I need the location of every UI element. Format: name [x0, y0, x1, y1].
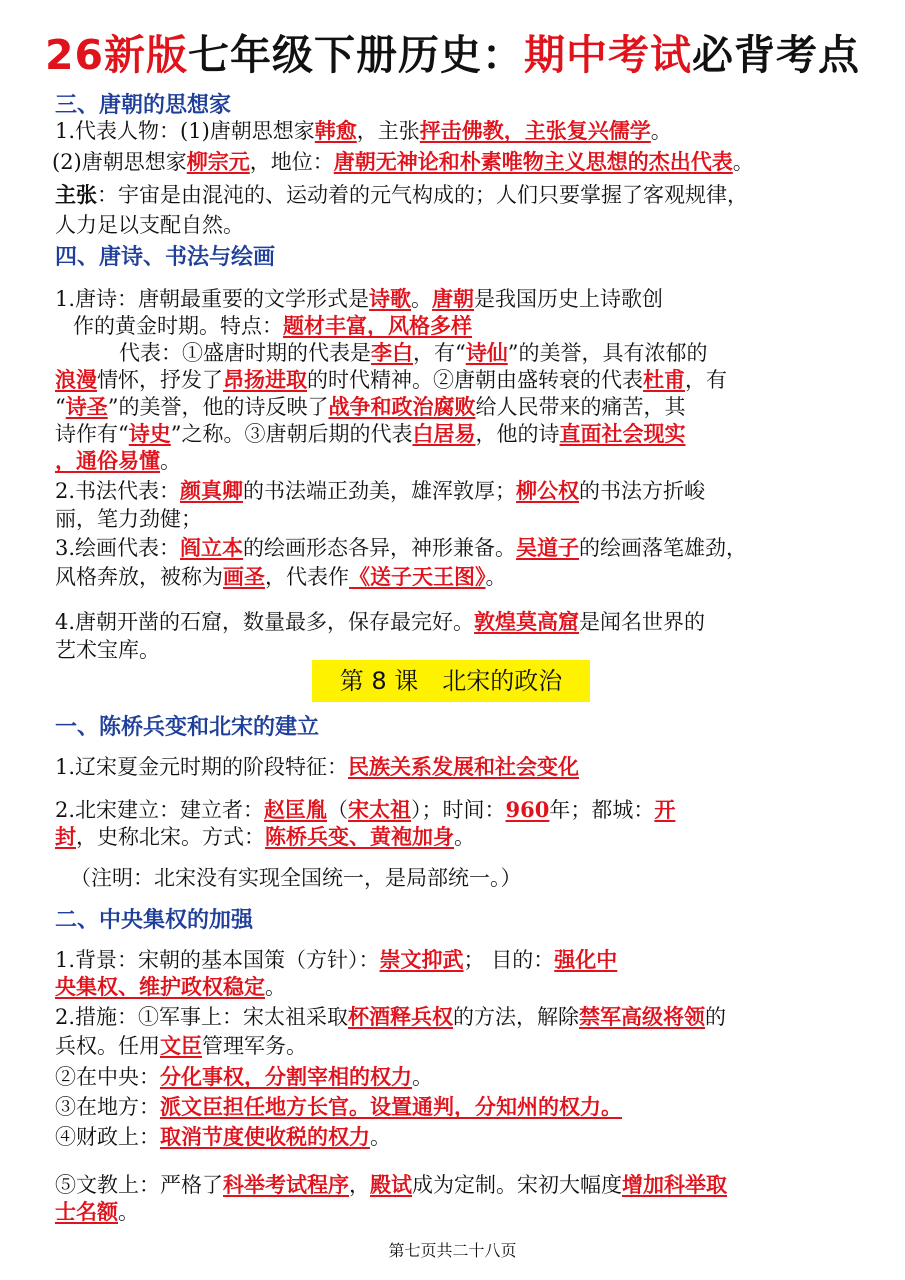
text-line: [55, 946, 617, 974]
text-line: [119, 339, 708, 367]
text-span: ，史称北宋。方式：: [76, 825, 265, 849]
key-point-text: 画圣: [223, 564, 265, 589]
key-point-text: 央集权、维护政权稳定: [55, 974, 265, 999]
text-span: 。: [485, 565, 507, 589]
text-span: 必背考点: [692, 31, 861, 79]
key-point-text: 宋太祖: [348, 797, 412, 822]
text-line: 人力足以支配自然。: [55, 213, 244, 237]
text-span: 26: [44, 31, 105, 79]
text-line: [55, 973, 286, 1001]
text-span: 给人民带来的痛苦，其: [475, 395, 686, 419]
key-point-text: 抨击佛教，主张复兴儒学: [419, 118, 651, 143]
text-span: 4.唐朝开凿的石窟，数量最多，保存最完好。: [55, 610, 475, 634]
text-span: 2.措施：①军事上：宋太祖采取: [55, 1005, 349, 1029]
key-point-text: 吴道子: [516, 535, 580, 560]
text-line: [55, 393, 686, 421]
text-span: 。: [650, 119, 672, 143]
key-point-text: 阎立本: [180, 535, 244, 560]
key-point-text: 唐朝: [432, 286, 475, 311]
text-span: 代表：①盛唐时期的代表是: [119, 341, 371, 365]
text-span: ； 目的：: [463, 948, 555, 972]
text-span: 。: [411, 287, 433, 311]
key-point-text: 柳宗元: [186, 149, 250, 174]
text-span: 。: [732, 150, 754, 174]
text-span: 2.书法代表：: [55, 479, 181, 503]
text-span: 。: [454, 825, 475, 849]
text-line: [55, 796, 675, 824]
key-point-text: 禁军高级将领: [579, 1004, 706, 1029]
text-span: 1.背景：宋朝的基本国策（方针）：: [55, 948, 380, 972]
key-point-text: 陈桥兵变、黄袍加身: [265, 824, 454, 849]
key-point-text: 战争和政治腐败: [328, 394, 476, 419]
text-span: 的方法，解除: [453, 1005, 580, 1029]
key-point-text: 殿试: [370, 1172, 412, 1197]
text-span: ，有: [685, 368, 727, 392]
key-point-text: 浪漫: [55, 367, 97, 392]
text-line: [52, 148, 754, 176]
key-point-text: 诗仙: [465, 340, 508, 365]
key-point-text: 赵匡胤: [264, 797, 328, 822]
text-span: 。: [265, 975, 286, 999]
page-title: [0, 22, 905, 81]
text-span: 2.北宋建立：建立者：: [55, 798, 265, 822]
key-point-text: 民族关系发展和社会变化: [348, 754, 580, 779]
text-line: [55, 823, 475, 851]
text-line: [55, 420, 686, 448]
key-point-text: 强化中: [554, 947, 618, 972]
text-span: 。: [118, 1200, 139, 1224]
text-span: 的书法方折峻: [579, 479, 706, 503]
text-span: ⑤文教上：严格了: [55, 1173, 223, 1197]
page-footer: 第七页共二十八页: [388, 1241, 517, 1260]
text-span: 的绘画形态各异，神形兼备。: [243, 536, 517, 560]
text-span: ”的美誉，他的诗反映了: [107, 395, 329, 419]
text-line: [55, 1003, 726, 1031]
text-span: 。: [370, 1125, 391, 1149]
text-span: (2)唐朝思想家: [52, 150, 187, 174]
text-span: ，: [349, 1173, 370, 1197]
text-line: [55, 1063, 433, 1091]
text-line: [55, 1198, 139, 1226]
text-span: 诗作有“: [55, 422, 129, 446]
text-span: 作的黄金时期。特点：: [73, 314, 283, 338]
key-point-text: 昂扬进取: [223, 367, 307, 392]
text-line: [55, 285, 663, 313]
key-point-text: 诗圣: [65, 394, 108, 419]
note-text: （注明：北宋没有实现全国统一，是局部统一。）: [70, 866, 522, 890]
text-span: ”的美誉，具有浓郁的: [507, 341, 708, 365]
text-line: [55, 563, 507, 591]
text-span: ”之称。③唐朝后期的代表: [170, 422, 413, 446]
key-point-text: 960: [505, 797, 550, 822]
text-span: 1.代表人物：(1)唐朝思想家: [55, 119, 315, 143]
text-line: [55, 1093, 622, 1121]
section-heading-poetry-art: 四、唐诗、书法与绘画: [55, 245, 276, 270]
key-point-text: 开: [654, 797, 676, 822]
text-span: ：宇宙是由混沌的、运动着的元气构成的；人们只要掌握了客观规律，: [97, 183, 748, 207]
key-point-text: 李白: [371, 340, 413, 365]
text-line: [55, 753, 579, 781]
text-line: [55, 117, 672, 145]
text-span: 七年级下册历史：: [188, 31, 525, 79]
key-point-text: 崇文抑武: [379, 947, 464, 972]
text-span: ，地位：: [249, 150, 334, 174]
key-point-text: 科举考试程序: [223, 1172, 349, 1197]
key-point-text: 诗史: [128, 421, 171, 446]
text-line: [55, 366, 727, 394]
key-point-text: 杜甫: [643, 367, 685, 392]
text-span: 的书法端正劲美，雄浑敦厚；: [243, 479, 517, 503]
text-span: 情怀，抒发了: [97, 368, 223, 392]
text-span: ，有“: [413, 341, 466, 365]
key-point-text: 分化事权，分割宰相的权力: [160, 1064, 412, 1089]
key-point-text: 韩愈: [314, 118, 357, 143]
text-span: 。: [160, 449, 181, 473]
key-point-text: 柳公权: [516, 478, 580, 503]
text-line: [55, 608, 705, 636]
key-point-text: 诗歌: [369, 286, 412, 311]
section-heading-centralization: 二、中央集权的加强: [55, 908, 254, 933]
text-span: 管理军务。: [202, 1034, 307, 1058]
text-span: 3.绘画代表：: [55, 536, 181, 560]
text-line: [55, 447, 181, 475]
lesson-title-banner: 第 8 课 北宋的政治: [312, 660, 590, 702]
text-span: 的时代精神。②唐朝由盛转衰的代表: [307, 368, 643, 392]
text-span: 的: [705, 1005, 727, 1029]
text-line: [55, 534, 747, 562]
key-point-text: 白居易: [412, 421, 476, 446]
key-point-text: 杯酒释兵权: [348, 1004, 454, 1029]
text-span: ②在中央：: [55, 1065, 160, 1089]
text-span: 年；都城：: [549, 798, 655, 822]
text-line: [73, 312, 472, 340]
text-span: 期中考试: [524, 31, 693, 79]
key-point-text: 唐朝无神论和朴素唯物主义思想的杰出代表: [333, 149, 733, 174]
text-span: ④财政上：: [55, 1125, 160, 1149]
text-span: 是我国历史上诗歌创: [474, 287, 664, 311]
key-point-text: 士名额: [55, 1199, 118, 1224]
text-line: [55, 1032, 307, 1060]
key-point-text: 颜真卿: [180, 478, 244, 503]
text-span: ）；时间：: [411, 798, 506, 822]
section-heading-founding: 一、陈桥兵变和北宋的建立: [55, 715, 320, 740]
key-point-text: ，通俗易懂: [55, 448, 160, 473]
key-point-text: 取消节度使收税的权力: [160, 1124, 370, 1149]
text-span: 风格奔放，被称为: [55, 565, 223, 589]
text-span: 主张: [55, 182, 97, 207]
text-span: 成为定制。宋初大幅度: [412, 1173, 622, 1197]
key-point-text: 封: [55, 824, 76, 849]
text-span: ③在地方：: [55, 1095, 160, 1119]
text-line: [55, 477, 705, 505]
key-point-text: 敦煌莫高窟: [474, 609, 580, 634]
text-span: 的绘画落笔雄劲，: [579, 536, 748, 560]
text-span: “: [55, 395, 66, 419]
text-span: 是闻名世界的: [579, 610, 706, 634]
text-line: [55, 181, 748, 209]
text-line: 丽，笔力劲健；: [55, 507, 202, 531]
key-point-text: 派文臣担任地方长官。设置通判，分知州的权力。: [160, 1094, 622, 1119]
text-span: 1.辽宋夏金元时期的阶段特征：: [55, 755, 349, 779]
text-span: 。: [412, 1065, 433, 1089]
text-span: 兵权。任用: [55, 1034, 160, 1058]
key-point-text: 直面社会现实: [559, 421, 686, 446]
text-line: [55, 1123, 391, 1151]
key-point-text: 《送子天王图》: [349, 564, 486, 589]
text-line: [55, 1171, 727, 1199]
text-span: （: [327, 798, 349, 822]
text-span: ，主张: [356, 119, 420, 143]
key-point-text: 题材丰富，风格多样: [283, 313, 472, 338]
key-point-text: 文臣: [160, 1033, 202, 1058]
text-span: ，代表作: [265, 565, 349, 589]
text-span: 1.唐诗：唐朝最重要的文学形式是: [55, 287, 370, 311]
text-span: 新版: [104, 31, 189, 79]
section-heading-thinkers: 三、唐朝的思想家: [55, 93, 232, 118]
text-line: 艺术宝库。: [55, 638, 160, 662]
key-point-text: 增加科举取: [622, 1172, 727, 1197]
text-span: ，他的诗: [475, 422, 560, 446]
